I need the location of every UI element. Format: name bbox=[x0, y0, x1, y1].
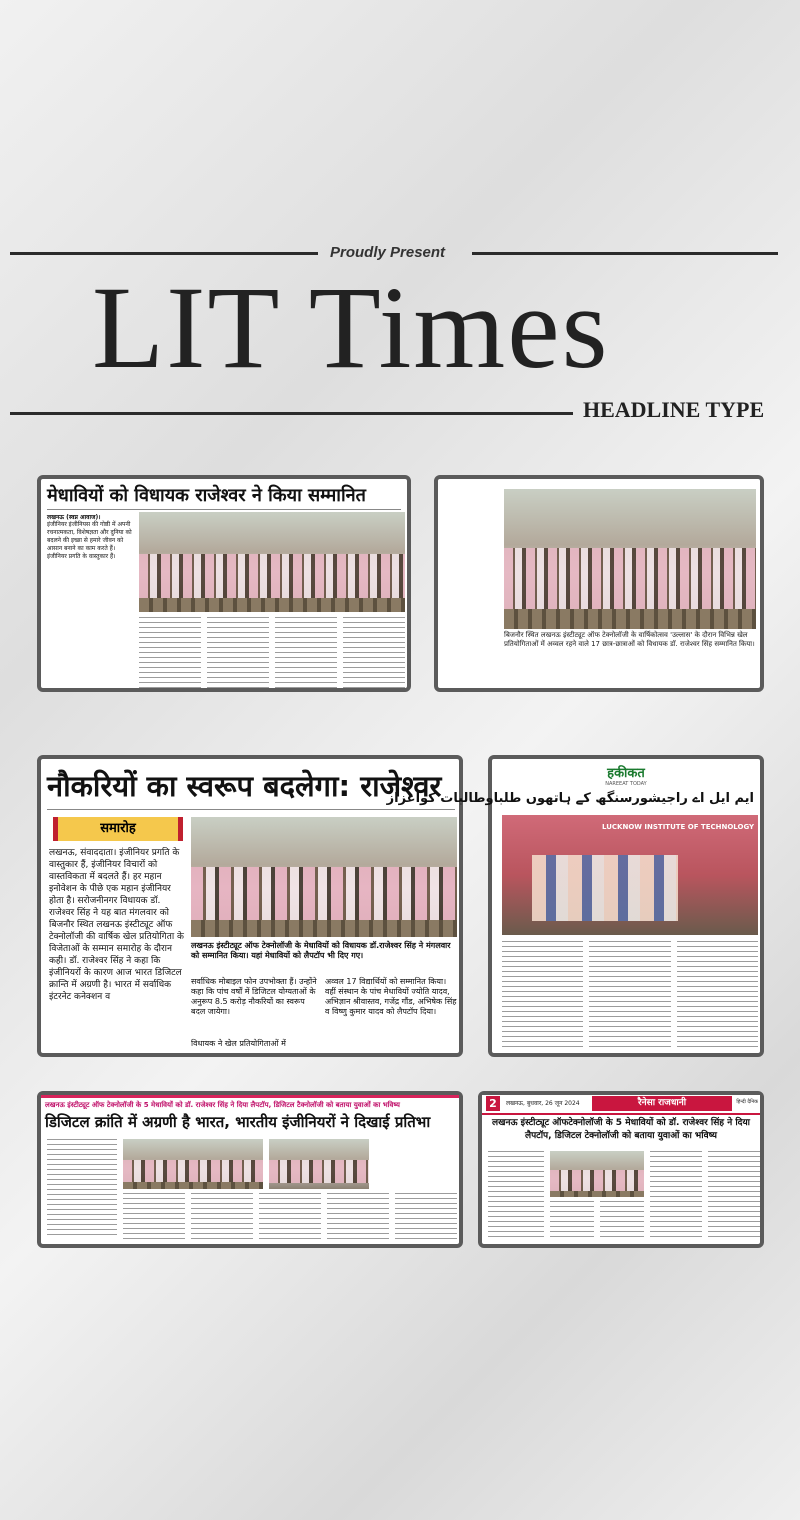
clipping-3-body-col1 bbox=[49, 847, 185, 1052]
clipping-4-headline: ایم ایل اے راجیشورسنگھ کے ہاتھوں طلباوطالبات کواعزاز bbox=[386, 791, 754, 806]
clipping-3-section-tag: समारोह bbox=[53, 817, 183, 841]
clipping-1-dateline: लखनऊ (स्वप्न आवाज)। bbox=[47, 514, 101, 521]
clipping-1-lead: इंजीनियर इंजीनियस की गोष्ठी में अपनी रचनात्मकता, विशेषज्ञता और दुनिया को बदलने की इच्छा से हमारे जीवन को आसान बनाने का काम करते हैं। इंजीनियर प्रगति के वास्तुकार हैं। bbox=[47, 521, 132, 560]
tagline: Proudly Present bbox=[330, 244, 446, 261]
page-title: LIT Times bbox=[92, 262, 610, 393]
clipping-4-photo bbox=[502, 815, 758, 935]
clipping-3-body1: लखनऊ, संवाददाता। इंजीनियर प्रगति के वास्तुकार हैं, इंजीनियर विचारों को वास्तविकता में बदलते हैं। हर महान इनोवेशन के पीछे एक महान इंजीनियर होता है। सरोजनीनगर विधायक डॉ. राजेश्वर सिंह ने यह बात मंगलवार को बिजनौर स्थित लखनऊ इंस्टीट्यूट ऑफ टेक्नोलॉजी की वार्षिक खेल प्रतियोगिता के विजेताओं के सम्मान समारोह के दौरान कही। bbox=[49, 848, 184, 966]
clipping-3-body4: अव्वल 17 विद्यार्थियों को सम्मानित किया। वहीं संस्थान के पांच मेधावियों ज्योति यादव, अभिज्ञान श्रीवास्तव, गजेंद्र गौंड, अभिषेक सिंह व विष्णु कुमार यादव को लैपटॉप दिया। bbox=[325, 977, 457, 1016]
clipping-6-page-number: 2 bbox=[486, 1096, 500, 1111]
clipping-6 bbox=[478, 1091, 764, 1248]
clipping-2 bbox=[434, 475, 764, 692]
clipping-6-edition: हिन्दी दैनिक bbox=[736, 1099, 758, 1105]
clipping-6-body-right bbox=[650, 1151, 760, 1241]
clipping-5-kicker: लखनऊ इंस्टीट्यूट ऑफ टेक्नोलॉजी के 5 मेधावियों को डॉ. राजेश्वर सिंह ने दिया लैपटॉप, डिजिटल टैक्नोलॉजी को बताया युवाओं का भविष्य bbox=[45, 1101, 400, 1109]
page-subtitle: HEADLINE TYPE bbox=[583, 397, 765, 422]
clipping-5-photo-1 bbox=[123, 1139, 263, 1189]
clipping-1-headline: मेधावियों को विधायक राजेश्वर ने किया सम्मानित bbox=[47, 483, 401, 510]
clipping-5 bbox=[37, 1091, 463, 1248]
clipping-5-photo-2 bbox=[269, 1139, 369, 1189]
header-rule-top-left bbox=[10, 252, 318, 255]
clipping-6-masthead-bar bbox=[482, 1095, 760, 1115]
clipping-5-body-columns bbox=[123, 1193, 457, 1239]
clipping-6-date: लखनऊ, बुधवार, 26 जून 2024 bbox=[506, 1100, 580, 1107]
header-rule-top-right bbox=[472, 252, 778, 255]
clipping-6-body-left bbox=[488, 1151, 544, 1241]
clipping-5-body-left bbox=[47, 1139, 117, 1239]
clipping-5-strip bbox=[41, 1095, 459, 1098]
clipping-4-masthead bbox=[492, 763, 760, 787]
clipping-4-masthead-title: हकीकत bbox=[607, 766, 645, 781]
clipping-4-banner: LUCKNOW INSTITUTE OF TECHNOLOGY bbox=[602, 823, 755, 831]
clipping-6-masthead-title: रैनेसा राजधानी bbox=[592, 1096, 732, 1111]
clipping-2-photo bbox=[504, 489, 756, 629]
clipping-6-headline: लखनऊ इंस्टीट्यूट ऑफटेक्नोलॉजी के 5 मेधावियों को डॉ. राजेश्वर सिंह ने दिया लैपटॉप, डिजिटल टेक्नोलॉजी को बताया युवाओं का भविष्य bbox=[492, 1118, 750, 1141]
clipping-1-body-columns bbox=[139, 617, 405, 689]
clipping-6-photo bbox=[550, 1151, 644, 1197]
clipping-3-body5: विधायक ने खेल प्रतियोगिताओं में bbox=[191, 1039, 286, 1048]
clipping-1 bbox=[37, 475, 411, 692]
clipping-5-headline: डिजिटल क्रांति में अग्रणी है भारत, भारतीय इंजीनियरों ने दिखाई प्रतिभा bbox=[45, 1113, 431, 1131]
clipping-2-caption: बिजनौर स्थित लखनऊ इंस्टीट्यूट ऑफ टेक्नोलॉजी के वार्षिकोत्सव 'उल्लास' के दौरान विभिन्न खेल प्रतियोगिताओं में अव्वल रहने वाले 17 छात्र-छात्राओं को विधायक डॉ. राजेश्वर सिंह सम्मानित किया। bbox=[504, 631, 755, 648]
clipping-3-body2: डॉ. राजेश्वर सिंह ने कहा कि इंजीनियरों के कारण आज भारत डिजिटल क्रान्ति में अग्रणी है। भारत में सर्वाधिक इंटरनेट कनेक्शन व bbox=[49, 956, 182, 1002]
header-rule-bottom bbox=[10, 412, 573, 415]
clipping-1-photo bbox=[139, 512, 405, 612]
clipping-4-masthead-sub: NAREEAT TODAY bbox=[605, 781, 647, 787]
clipping-6-body-mid bbox=[550, 1201, 644, 1241]
clipping-4-body-columns bbox=[502, 941, 758, 1049]
clipping-3-photo-caption: लखनऊ इंस्टीट्यूट ऑफ टेक्नोलॉजी के मेधावियों को विधायक डॉ.राजेश्वर सिंह ने मंगलवार को सम्मानित किया। यहां मेधावियों को लैपटॉप भी दिए गए। bbox=[191, 941, 451, 960]
clipping-3-body3: सर्वाधिक मोबाइल फोन उपभोक्ता हैं। उन्होंने कहा कि पांच वर्षों में डिजिटल योग्यताओं के अनुरूप 8.5 करोड़ नौकरियों का स्वरूप बदल जायेगा। bbox=[191, 977, 317, 1016]
clipping-3-photo bbox=[191, 817, 457, 937]
clipping-3-headline: नौकरियों का स्वरूप बदलेगा: राजेश्वर bbox=[47, 763, 455, 810]
